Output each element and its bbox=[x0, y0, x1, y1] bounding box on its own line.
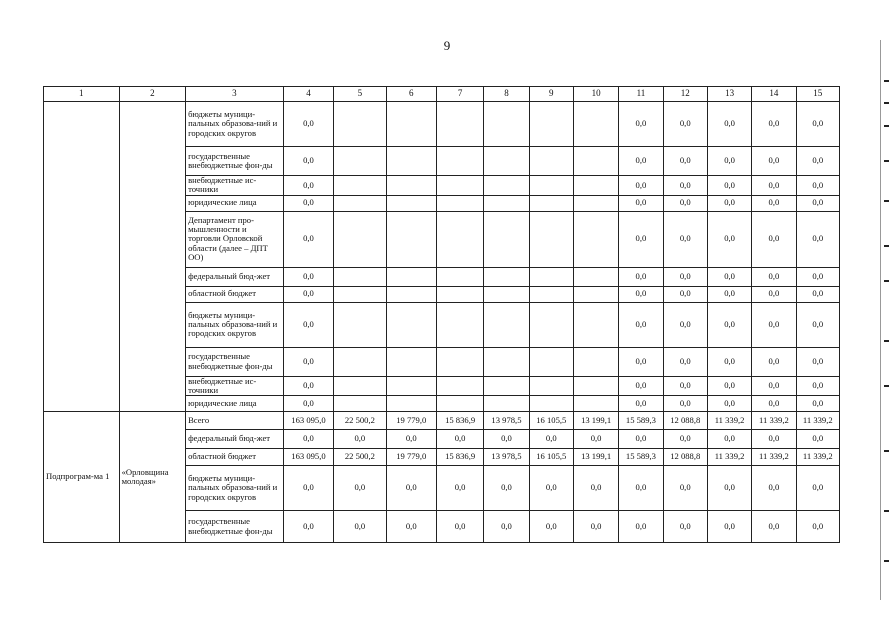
value-cell: 22 500,2 bbox=[334, 449, 386, 466]
value-cell bbox=[484, 286, 529, 302]
value-cell: 0,0 bbox=[707, 396, 751, 412]
value-cell: 0,0 bbox=[707, 511, 751, 543]
value-cell: 0,0 bbox=[573, 466, 618, 511]
value-cell bbox=[436, 302, 483, 347]
value-cell: 0,0 bbox=[386, 430, 436, 449]
value-cell bbox=[386, 195, 436, 211]
value-cell bbox=[529, 286, 573, 302]
column-header: 14 bbox=[752, 87, 796, 102]
value-cell: 0,0 bbox=[663, 511, 707, 543]
value-cell bbox=[386, 396, 436, 412]
value-cell: 13 199,1 bbox=[573, 449, 618, 466]
value-cell: 0,0 bbox=[663, 302, 707, 347]
column-header: 12 bbox=[663, 87, 707, 102]
value-cell: 0,0 bbox=[796, 267, 839, 286]
value-cell bbox=[573, 102, 618, 147]
value-cell bbox=[573, 176, 618, 196]
value-cell bbox=[334, 147, 386, 176]
funding-source-cell: областной бюджет bbox=[186, 449, 284, 466]
value-cell: 0,0 bbox=[796, 102, 839, 147]
total-cell: 0,0 bbox=[283, 376, 333, 396]
value-cell: 0,0 bbox=[707, 147, 751, 176]
value-cell: 0,0 bbox=[796, 466, 839, 511]
value-cell: 15 836,9 bbox=[436, 449, 483, 466]
column-header: 8 bbox=[484, 87, 529, 102]
value-cell: 0,0 bbox=[796, 347, 839, 376]
funding-source-cell: государственные внебюджетные фон-ды bbox=[186, 147, 284, 176]
value-cell: 0,0 bbox=[796, 396, 839, 412]
value-cell bbox=[573, 376, 618, 396]
value-cell: 0,0 bbox=[619, 302, 663, 347]
value-cell: 0,0 bbox=[663, 267, 707, 286]
value-cell: 0,0 bbox=[529, 511, 573, 543]
value-cell: 0,0 bbox=[796, 147, 839, 176]
value-cell: 11 339,2 bbox=[796, 449, 839, 466]
value-cell: 0,0 bbox=[752, 102, 796, 147]
value-cell bbox=[436, 286, 483, 302]
value-cell: 0,0 bbox=[752, 396, 796, 412]
total-cell: 0,0 bbox=[283, 195, 333, 211]
value-cell bbox=[573, 396, 618, 412]
value-cell: 15 836,9 bbox=[436, 412, 483, 430]
value-cell: 0,0 bbox=[796, 286, 839, 302]
value-cell bbox=[436, 176, 483, 196]
value-cell bbox=[484, 267, 529, 286]
value-cell: 0,0 bbox=[707, 102, 751, 147]
total-cell: 0,0 bbox=[283, 396, 333, 412]
value-cell bbox=[334, 376, 386, 396]
value-cell bbox=[386, 102, 436, 147]
value-cell bbox=[386, 286, 436, 302]
value-cell: 11 339,2 bbox=[796, 412, 839, 430]
value-cell bbox=[386, 211, 436, 267]
value-cell bbox=[386, 376, 436, 396]
value-cell: 0,0 bbox=[663, 396, 707, 412]
value-cell bbox=[484, 195, 529, 211]
value-cell: 15 589,3 bbox=[619, 449, 663, 466]
value-cell bbox=[529, 302, 573, 347]
value-cell bbox=[334, 396, 386, 412]
value-cell bbox=[436, 147, 483, 176]
scan-edge-marks bbox=[880, 40, 891, 600]
total-cell: 0,0 bbox=[283, 176, 333, 196]
value-cell bbox=[573, 347, 618, 376]
value-cell bbox=[334, 211, 386, 267]
value-cell: 0,0 bbox=[334, 430, 386, 449]
value-cell: 0,0 bbox=[386, 466, 436, 511]
funding-source-cell: юридические лица bbox=[186, 195, 284, 211]
value-cell bbox=[436, 267, 483, 286]
column-header: 1 bbox=[44, 87, 120, 102]
total-cell: 0,0 bbox=[283, 511, 333, 543]
table-row bbox=[44, 412, 840, 430]
column-header: 6 bbox=[386, 87, 436, 102]
value-cell bbox=[573, 211, 618, 267]
value-cell bbox=[529, 176, 573, 196]
funding-source-cell: юридические лица bbox=[186, 396, 284, 412]
column-header: 4 bbox=[283, 87, 333, 102]
table-body bbox=[44, 102, 840, 543]
column-header: 10 bbox=[573, 87, 618, 102]
value-cell: 0,0 bbox=[663, 147, 707, 176]
value-cell bbox=[386, 176, 436, 196]
value-cell bbox=[386, 302, 436, 347]
value-cell: 0,0 bbox=[619, 176, 663, 196]
funding-source-cell: федеральный бюд-жет bbox=[186, 430, 284, 449]
value-cell: 0,0 bbox=[796, 195, 839, 211]
value-cell: 0,0 bbox=[619, 195, 663, 211]
value-cell: 13 978,5 bbox=[484, 449, 529, 466]
value-cell: 0,0 bbox=[796, 302, 839, 347]
value-cell: 11 339,2 bbox=[707, 449, 751, 466]
value-cell: 16 105,5 bbox=[529, 449, 573, 466]
value-cell bbox=[529, 267, 573, 286]
value-cell bbox=[484, 176, 529, 196]
value-cell: 0,0 bbox=[619, 267, 663, 286]
value-cell: 0,0 bbox=[752, 466, 796, 511]
value-cell: 0,0 bbox=[619, 102, 663, 147]
value-cell: 0,0 bbox=[619, 211, 663, 267]
value-cell bbox=[436, 195, 483, 211]
value-cell bbox=[334, 286, 386, 302]
column-header: 11 bbox=[619, 87, 663, 102]
value-cell: 0,0 bbox=[707, 302, 751, 347]
funding-source-cell: бюджеты муници-пальных образова-ний и городских округов bbox=[186, 466, 284, 511]
value-cell bbox=[484, 396, 529, 412]
value-cell: 0,0 bbox=[796, 176, 839, 196]
funding-source-cell: бюджеты муници-пальных образова-ний и городских округов bbox=[186, 302, 284, 347]
value-cell: 0,0 bbox=[619, 511, 663, 543]
value-cell: 0,0 bbox=[436, 511, 483, 543]
value-cell: 0,0 bbox=[619, 147, 663, 176]
value-cell: 0,0 bbox=[484, 430, 529, 449]
value-cell bbox=[436, 211, 483, 267]
value-cell: 0,0 bbox=[707, 466, 751, 511]
value-cell: 0,0 bbox=[436, 430, 483, 449]
value-cell: 0,0 bbox=[707, 267, 751, 286]
value-cell bbox=[334, 176, 386, 196]
value-cell: 0,0 bbox=[707, 286, 751, 302]
value-cell bbox=[484, 147, 529, 176]
value-cell: 0,0 bbox=[619, 466, 663, 511]
value-cell bbox=[334, 102, 386, 147]
value-cell: 0,0 bbox=[663, 286, 707, 302]
funding-source-cell: государственные внебюджетные фон-ды bbox=[186, 347, 284, 376]
value-cell: 0,0 bbox=[663, 195, 707, 211]
budget-table bbox=[43, 86, 840, 543]
value-cell: 0,0 bbox=[796, 211, 839, 267]
value-cell: 0,0 bbox=[752, 511, 796, 543]
value-cell: 13 199,1 bbox=[573, 412, 618, 430]
program-name-cell bbox=[44, 102, 120, 412]
value-cell bbox=[529, 195, 573, 211]
value-cell bbox=[436, 376, 483, 396]
value-cell: 12 088,8 bbox=[663, 412, 707, 430]
value-cell bbox=[436, 102, 483, 147]
value-cell bbox=[529, 147, 573, 176]
value-cell bbox=[529, 211, 573, 267]
value-cell: 11 339,2 bbox=[752, 449, 796, 466]
program-title-cell bbox=[119, 102, 186, 412]
value-cell: 11 339,2 bbox=[707, 412, 751, 430]
value-cell: 0,0 bbox=[752, 376, 796, 396]
value-cell: 0,0 bbox=[484, 466, 529, 511]
column-header: 2 bbox=[119, 87, 186, 102]
table-row bbox=[44, 102, 840, 147]
value-cell bbox=[529, 347, 573, 376]
value-cell: 0,0 bbox=[752, 430, 796, 449]
value-cell bbox=[334, 302, 386, 347]
value-cell: 0,0 bbox=[796, 511, 839, 543]
column-header: 9 bbox=[529, 87, 573, 102]
total-cell: 0,0 bbox=[283, 466, 333, 511]
value-cell: 0,0 bbox=[796, 376, 839, 396]
value-cell bbox=[573, 267, 618, 286]
value-cell: 0,0 bbox=[663, 102, 707, 147]
value-cell bbox=[573, 302, 618, 347]
value-cell: 0,0 bbox=[619, 347, 663, 376]
value-cell: 0,0 bbox=[619, 396, 663, 412]
value-cell bbox=[436, 347, 483, 376]
total-cell: 0,0 bbox=[283, 267, 333, 286]
value-cell: 0,0 bbox=[573, 511, 618, 543]
value-cell: 0,0 bbox=[663, 347, 707, 376]
value-cell bbox=[334, 267, 386, 286]
value-cell: 0,0 bbox=[752, 147, 796, 176]
value-cell bbox=[386, 267, 436, 286]
value-cell: 0,0 bbox=[663, 176, 707, 196]
funding-source-cell: областной бюджет bbox=[186, 286, 284, 302]
value-cell: 0,0 bbox=[386, 511, 436, 543]
program-name-cell: Подпрограм-ма 1 bbox=[44, 412, 120, 543]
value-cell: 13 978,5 bbox=[484, 412, 529, 430]
value-cell: 16 105,5 bbox=[529, 412, 573, 430]
value-cell bbox=[484, 302, 529, 347]
value-cell: 0,0 bbox=[752, 195, 796, 211]
value-cell: 0,0 bbox=[752, 211, 796, 267]
value-cell: 0,0 bbox=[334, 511, 386, 543]
value-cell: 0,0 bbox=[619, 376, 663, 396]
column-header: 5 bbox=[334, 87, 386, 102]
funding-source-cell: федеральный бюд-жет bbox=[186, 267, 284, 286]
value-cell: 0,0 bbox=[752, 176, 796, 196]
funding-source-cell: бюджеты муници-пальных образова-ний и городских округов bbox=[186, 102, 284, 147]
funding-source-cell: внебюджетные ис-точники bbox=[186, 176, 284, 196]
value-cell bbox=[573, 147, 618, 176]
value-cell: 0,0 bbox=[707, 176, 751, 196]
value-cell: 19 779,0 bbox=[386, 412, 436, 430]
column-header: 15 bbox=[796, 87, 839, 102]
value-cell: 19 779,0 bbox=[386, 449, 436, 466]
value-cell bbox=[529, 376, 573, 396]
program-title-cell: «Орловщина молодая» bbox=[119, 412, 186, 543]
value-cell: 0,0 bbox=[663, 211, 707, 267]
value-cell: 0,0 bbox=[663, 430, 707, 449]
value-cell: 0,0 bbox=[707, 347, 751, 376]
value-cell: 0,0 bbox=[752, 302, 796, 347]
value-cell: 0,0 bbox=[619, 430, 663, 449]
total-cell: 0,0 bbox=[283, 286, 333, 302]
funding-source-cell: государственные внебюджетные фон-ды bbox=[186, 511, 284, 543]
total-cell: 163 095,0 bbox=[283, 412, 333, 430]
value-cell bbox=[529, 102, 573, 147]
value-cell bbox=[436, 396, 483, 412]
value-cell bbox=[334, 347, 386, 376]
total-cell: 0,0 bbox=[283, 302, 333, 347]
value-cell: 0,0 bbox=[752, 347, 796, 376]
value-cell bbox=[386, 147, 436, 176]
value-cell: 0,0 bbox=[796, 430, 839, 449]
value-cell bbox=[484, 347, 529, 376]
value-cell: 0,0 bbox=[707, 195, 751, 211]
value-cell bbox=[386, 347, 436, 376]
value-cell bbox=[484, 211, 529, 267]
value-cell: 12 088,8 bbox=[663, 449, 707, 466]
value-cell: 11 339,2 bbox=[752, 412, 796, 430]
value-cell bbox=[334, 195, 386, 211]
value-cell: 0,0 bbox=[663, 376, 707, 396]
funding-source-cell: внебюджетные ис-точники bbox=[186, 376, 284, 396]
value-cell: 0,0 bbox=[663, 466, 707, 511]
value-cell: 0,0 bbox=[334, 466, 386, 511]
value-cell: 0,0 bbox=[436, 466, 483, 511]
column-header: 7 bbox=[436, 87, 483, 102]
value-cell: 0,0 bbox=[529, 466, 573, 511]
value-cell: 0,0 bbox=[573, 430, 618, 449]
funding-source-cell: Департамент про-мышленности и торговли Орловской области (далее – ДПТ ОО) bbox=[186, 211, 284, 267]
value-cell: 0,0 bbox=[752, 286, 796, 302]
total-cell: 0,0 bbox=[283, 347, 333, 376]
value-cell: 0,0 bbox=[619, 286, 663, 302]
column-header: 13 bbox=[707, 87, 751, 102]
value-cell: 0,0 bbox=[707, 430, 751, 449]
value-cell bbox=[573, 195, 618, 211]
column-header: 3 bbox=[186, 87, 284, 102]
funding-source-cell: Всего bbox=[186, 412, 284, 430]
value-cell: 0,0 bbox=[529, 430, 573, 449]
page-number: 9 bbox=[443, 38, 451, 53]
total-cell: 0,0 bbox=[283, 102, 333, 147]
value-cell: 0,0 bbox=[484, 511, 529, 543]
value-cell bbox=[529, 396, 573, 412]
total-cell: 0,0 bbox=[283, 211, 333, 267]
value-cell: 22 500,2 bbox=[334, 412, 386, 430]
value-cell: 15 589,3 bbox=[619, 412, 663, 430]
value-cell bbox=[573, 286, 618, 302]
value-cell: 0,0 bbox=[707, 376, 751, 396]
total-cell: 163 095,0 bbox=[283, 449, 333, 466]
total-cell: 0,0 bbox=[283, 430, 333, 449]
value-cell: 0,0 bbox=[707, 211, 751, 267]
value-cell bbox=[484, 102, 529, 147]
value-cell: 0,0 bbox=[752, 267, 796, 286]
total-cell: 0,0 bbox=[283, 147, 333, 176]
value-cell bbox=[484, 376, 529, 396]
table-header-row bbox=[44, 87, 840, 102]
